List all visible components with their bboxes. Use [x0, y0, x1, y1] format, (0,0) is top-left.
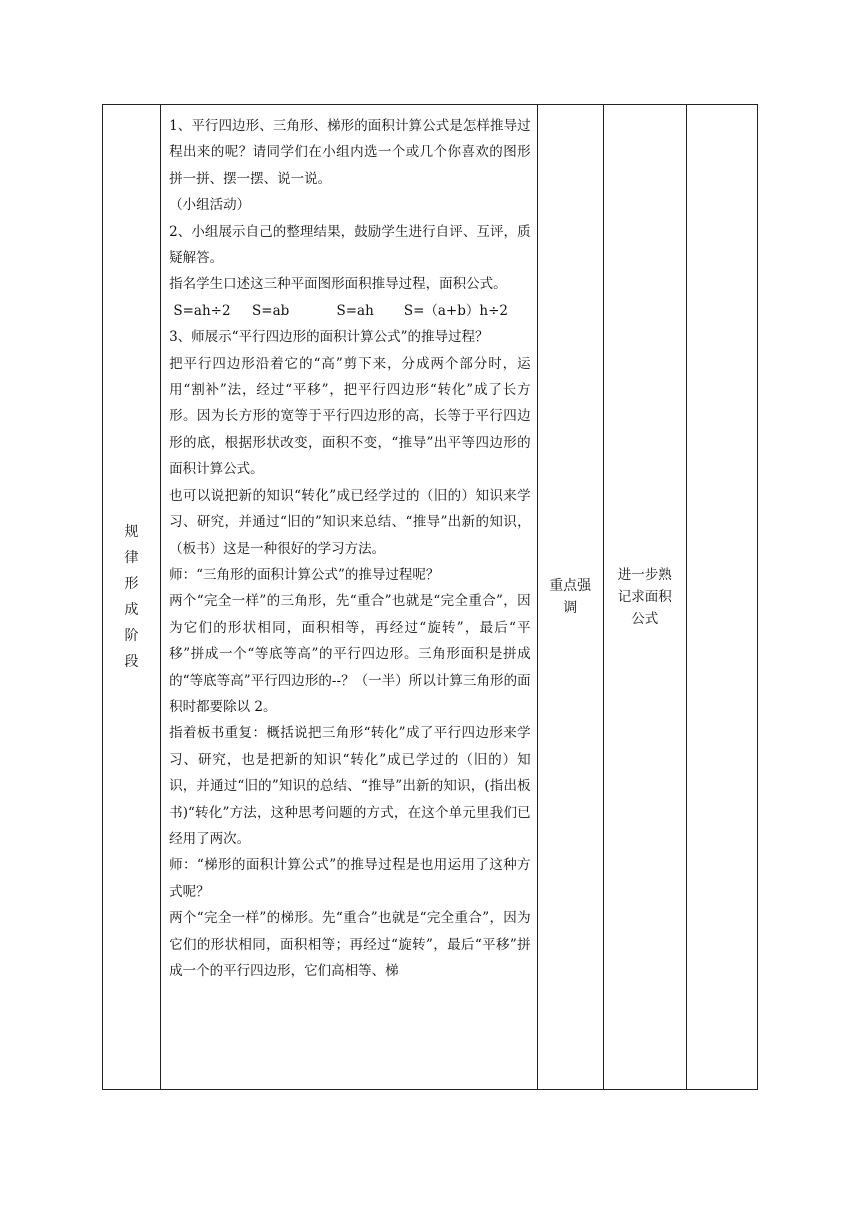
stage-char: 段: [124, 654, 139, 670]
content-paragraph: 把平行四边形沿着它的“高”剪下来，分成两个部分时，运用“割补”法，经过“平移”，把平行四边形“转化”成了长方形。因为长方形的宽等于平行四边形的高，长等于平行四边形的底，根据形状改变，面积不变，“推导”出平等四边形的面积计算公式。: [169, 355, 531, 478]
purpose-line: 记求面积: [617, 589, 672, 605]
teaching-content: [169, 113, 531, 1089]
purpose-cell: [603, 105, 686, 1090]
content-paragraph: 两个“完全一样”的三角形，先“重合”也就是“完全重合”，因为它们的形状相同，面积相等，再经过“旋转”，最后“平移”拼成一个“等底等高”的平行四边形。三角形面积是拼成的“等底等高”平行四边形的--？（一半）所以计算三角形的面积时都要除以 2。: [169, 593, 531, 715]
content-paragraph: 师：“三角形的面积计算公式”的推导过程呢？: [169, 566, 440, 583]
content-paragraph: （小组活动）: [169, 197, 251, 214]
stage-char: 律: [124, 550, 139, 566]
focus-cell: [537, 105, 603, 1090]
remarks-cell: [686, 105, 757, 1090]
content-paragraph: 2、小组展示自己的整理结果，鼓励学生进行自评、互评，质疑解答。: [169, 223, 531, 267]
stage-char: 规: [124, 524, 139, 540]
area-formulas: S=ah÷2 S=ab S=ah S=（a+b）h÷2: [169, 302, 508, 319]
content-paragraph: 指着板书重复：概括说把三角形“转化”成了平行四边形来学习、研究，也是把新的知识“转化”成已学过的（旧的）知识，并通过“旧的”知识的总结、“推导”出新的知识，(指出板书)“转化”方法，这种思考问题的方式，在这个单元里我们已经用了两次。: [169, 725, 531, 847]
stage-char: 阶: [124, 628, 139, 644]
stage-char: 形: [124, 576, 139, 592]
purpose-line: 进一步熟: [617, 567, 672, 583]
content-paragraph: 也可以说把新的知识“转化”成已经学过的（旧的）知识来学习、研究，并通过“旧的”知识来总结、“推导”出新的知识，（板书）这是一种很好的学习方法。: [169, 487, 531, 557]
lesson-plan-table: [102, 104, 758, 1090]
focus-text: 重点强调: [549, 578, 592, 616]
content-paragraph: 1、平行四边形、三角形、梯形的面积计算公式是怎样推导过程出来的呢？请同学们在小组内选一个或几个你喜欢的图形拼一拼、摆一摆、说一说。: [169, 118, 531, 187]
content-paragraph: 师：“梯形的面积计算公式”的推导过程是也用运用了这种方式呢？: [169, 857, 531, 900]
teaching-content-cell: [161, 105, 538, 1090]
content-paragraph: 指名学生口述这三种平面图形面积推导过程，面积公式。: [169, 276, 507, 293]
table-row: [103, 105, 758, 1090]
stage-cell: [103, 105, 161, 1090]
content-paragraph: 3、师展示“平行四边形的面积计算公式”的推导过程？: [169, 329, 489, 346]
content-paragraph: 两个“完全一样”的梯形。先“重合”也就是“完全重合”，因为它们的形状相同，面积相等；再经过“旋转”，最后“平移”拼成一个的平行四边形，它们高相等、梯: [169, 910, 531, 979]
purpose-line: 公式: [631, 611, 659, 627]
stage-char: 成: [124, 602, 139, 618]
